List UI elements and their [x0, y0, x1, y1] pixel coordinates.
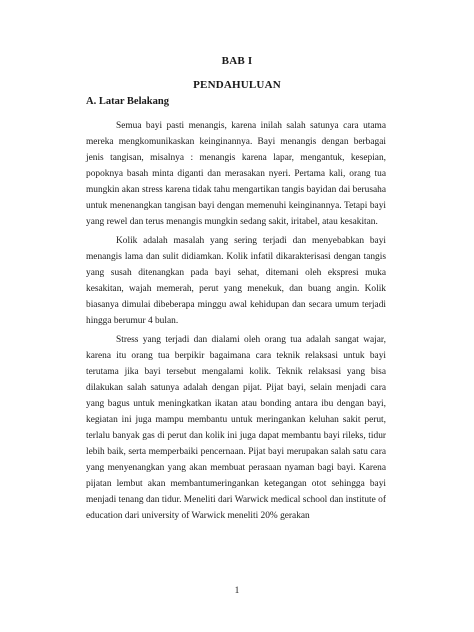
paragraph: Semua bayi pasti menangis, karena inilah salah satunya cara utama mereka mengkomunikaskan keinginannya. Bayi menangis dengan berbagai jenis tangisan, misalnya : menangis karena lapar, mengantuk, kesepian, popoknya basah minta diganti dan merasakan nyeri. Pertama kali, orang tua mungkin akan stress karena tidak tahu mengartikan tangis bayidan dai berusaha untuk menenangkan tangisan bayi dengan memenuhi keinginannya. Tetapi bayi yang rewel dan terus menangis mungkin sedang sakit, iritabel, atau kesakitan. [86, 121, 386, 227]
chapter-title: PENDAHULUAN [193, 79, 281, 91]
paragraph: Stress yang terjadi dan dialami oleh orang tua adalah sangat wajar, karena itu orang tua berpikir bagaimana cara teknik relaksasi untuk bayi terutama jika bayi tersebut mengalami kolik. Teknik relaksasi yang bisa dilakukan salah satunya adalah dengan pijat. Pijat bayi, selain menjadi cara yang bagus untuk meningkatkan ikatan atau bonding antara ibu dengan bayi, kegiatan ini juga mampu membantu untuk meringankan keluhan sakit perut, terlalu banyak gas di perut dan kolik ini juga dapat membantu bayi rileks, tidur lebih baik, serta memperbaiki pencernaan. Pijat bayi merupakan salah satu cara yang menyenangkan yang akan membuat perasaan nyaman bagi bayi. Karena pijatan lembut akan membantumeringankan ketegangan otot sehingga bayi menjadi tenang dan tidur. Meneliti dari Warwick medical school dan institute of education dari university of Warwick meneliti 20% gerakan [86, 335, 386, 521]
chapter-number: BAB I [221, 55, 253, 67]
paragraph: Kolik adalah masalah yang sering terjadi dan menyebabkan bayi menangis lama dan sulit didiamkan. Kolik infatil dikarakterisasi dengan tangis yang susah ditenangkan pada bayi sehat, ditemani oleh ekspresi muka kesakitan, wajah memerah, perut yang menekuk, dan buang angin. Kolik biasanya dimulai dibeberapa minggu awal kehidupan dan secara umum terjadi hingga berumur 4 bulan. [86, 236, 386, 326]
body-text [86, 118, 386, 527]
section-title: A. Latar Belakang [86, 96, 169, 107]
page-number: 1 [234, 586, 240, 596]
